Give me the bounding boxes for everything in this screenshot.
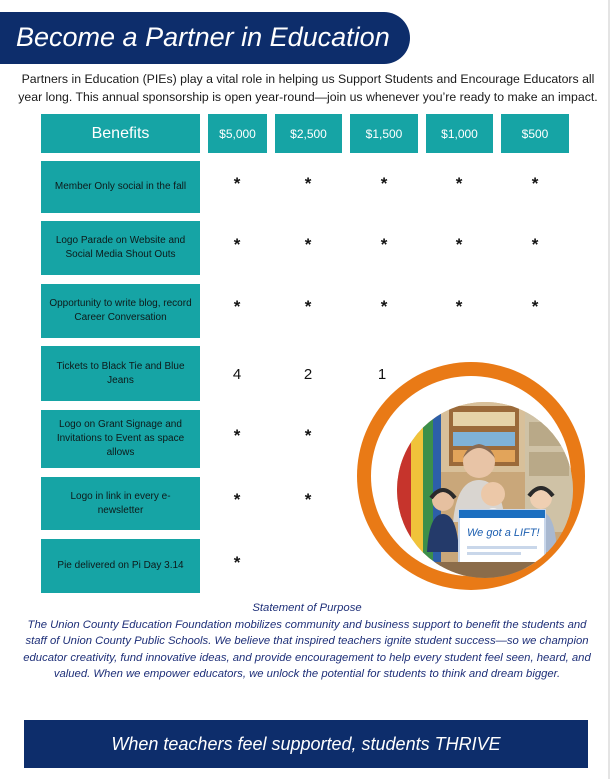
benefit-mark: * (531, 235, 539, 254)
benefits-header: Benefits (41, 114, 200, 153)
classroom-photo (397, 402, 573, 578)
page-edge (608, 0, 610, 779)
statement-of-purpose (20, 600, 594, 683)
benefit-mark: * (304, 426, 312, 445)
benefit-row-label: Logo Parade on Website and Social Media Shout Outs (41, 221, 200, 275)
ticket-count: 1 (377, 366, 387, 383)
benefit-row-label: Tickets to Black Tie and Blue Jeans (41, 346, 200, 401)
benefit-mark: * (304, 235, 312, 254)
benefit-mark: * (233, 297, 241, 316)
statement-title: Statement of Purpose (252, 602, 362, 614)
benefit-mark: * (304, 490, 312, 509)
benefit-mark: * (233, 426, 241, 445)
benefit-mark: * (233, 235, 241, 254)
benefit-row-label: Logo on Grant Signage and Invitations to Event as space allows (41, 410, 200, 468)
title-banner (0, 12, 410, 64)
footer-tagline: When teachers feel supported, students THRIVE (111, 733, 501, 754)
benefit-mark: * (455, 235, 463, 254)
benefit-mark: * (233, 174, 241, 193)
benefit-row-label: Logo in link in every e-newsletter (41, 477, 200, 530)
ticket-count: 2 (303, 366, 313, 383)
tier-header-2500: $2,500 (275, 114, 342, 153)
statement-body: The Union County Education Foundation mobilizes community and business support to benefit the students and staff of Union County Public Schools. We believe that inspired teachers ignite student success—so we champion educator creativity, fund innovative ideas, and provide encouragement to help every student feel seen, heard, and valued. When we empower educators, we unlock the potential for students to think and dream bigger. (23, 618, 591, 680)
benefit-mark: * (233, 553, 241, 572)
page-title: Become a Partner in Education (16, 22, 390, 52)
benefit-row-label: Member Only social in the fall (41, 161, 200, 213)
ticket-count: 4 (232, 366, 242, 383)
benefit-mark: * (455, 174, 463, 193)
benefit-mark: * (531, 297, 539, 316)
benefit-row-label: Opportunity to write blog, record Career Conversation (41, 284, 200, 338)
intro-paragraph: Partners in Education (PIEs) play a vital role in helping us Support Students and Encourage Educators all year long. This annual sponsorship is open year-round—join us whenever you’re ready to make an impact. (18, 72, 598, 104)
tier-header-1500: $1,500 (350, 114, 418, 153)
benefit-mark: * (380, 297, 388, 316)
benefit-mark: * (380, 174, 388, 193)
benefit-mark: * (233, 490, 241, 509)
tier-header-500: $500 (501, 114, 569, 153)
benefit-mark: * (304, 297, 312, 316)
benefit-row-label: Pie delivered on Pi Day 3.14 (41, 539, 200, 593)
tier-header-1000: $1,000 (426, 114, 493, 153)
footer-banner (24, 720, 588, 768)
photo-frame (357, 362, 585, 590)
sign-text: We got a LIFT! (467, 527, 540, 539)
benefit-mark: * (455, 297, 463, 316)
benefit-mark: * (531, 174, 539, 193)
tier-header-5000: $5,000 (208, 114, 267, 153)
benefit-mark: * (304, 174, 312, 193)
benefit-mark: * (380, 235, 388, 254)
